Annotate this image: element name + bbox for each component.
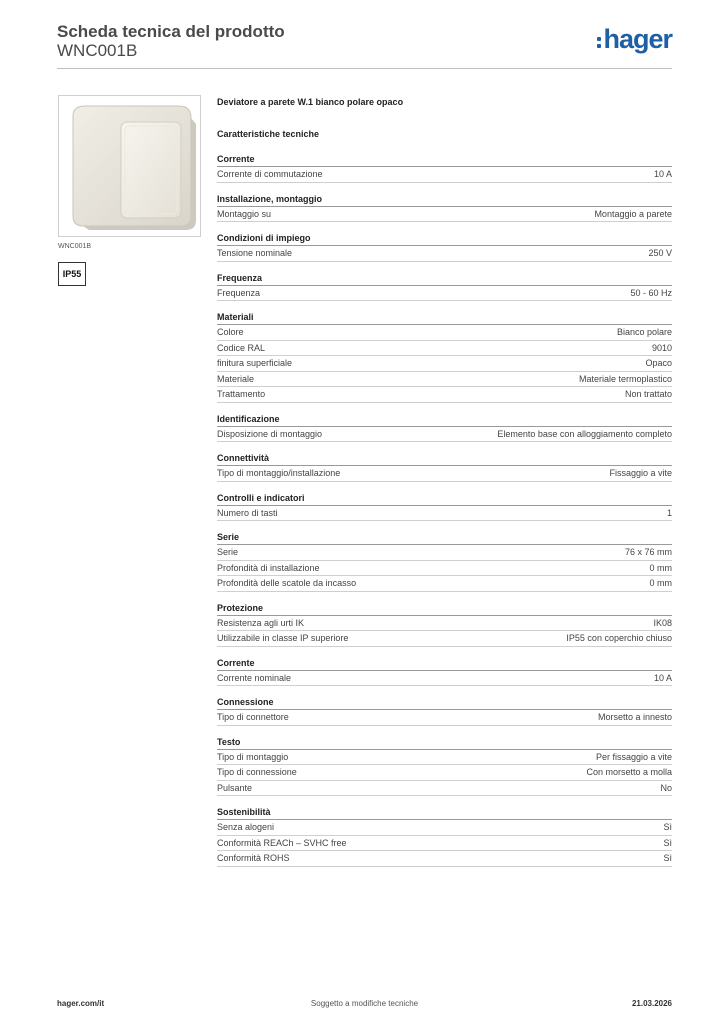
section-title: Controlli e indicatori <box>217 491 672 506</box>
spec-row <box>217 246 672 262</box>
spec-label: Corrente nominale <box>217 672 292 683</box>
spec-value: 250 V <box>648 248 672 258</box>
spec-section <box>217 310 672 403</box>
spec-value: Con morsetto a molla <box>586 767 672 777</box>
spec-row <box>217 466 672 482</box>
spec-sections <box>217 152 672 867</box>
spec-value: IK08 <box>653 617 672 628</box>
spec-value: Morsetto a innesto <box>597 712 672 722</box>
spec-section <box>217 192 672 223</box>
spec-section <box>217 805 672 867</box>
spec-row <box>217 561 672 577</box>
product-code: WNC001B <box>57 41 138 60</box>
spec-row <box>217 781 672 797</box>
spec-label: Codice RAL <box>217 342 266 353</box>
spec-row <box>217 750 672 766</box>
header-divider <box>57 68 672 69</box>
spec-section <box>217 152 672 183</box>
spec-row <box>217 506 672 522</box>
spec-label: Conformità REACh – SVHC free <box>217 837 347 848</box>
spec-section <box>217 695 672 726</box>
spec-row <box>217 372 672 388</box>
spec-value: Sì <box>663 822 672 832</box>
section-title: Corrente <box>217 656 672 671</box>
section-title: Installazione, montaggio <box>217 192 672 207</box>
spec-section <box>217 656 672 687</box>
spec-value: Bianco polare <box>616 327 672 337</box>
page-header <box>57 20 672 68</box>
spec-row <box>217 427 672 443</box>
spec-row <box>217 616 672 632</box>
spec-value: 1 <box>666 507 672 518</box>
spec-label: Disposizione di montaggio <box>217 428 323 439</box>
spec-label: finitura superficiale <box>217 358 293 368</box>
product-image <box>58 95 201 237</box>
spec-row <box>217 341 672 357</box>
spec-row <box>217 836 672 852</box>
section-title: Condizioni di impiego <box>217 231 672 246</box>
wall-switch-icon <box>59 96 200 236</box>
spec-value: Materiale termoplastico <box>578 373 672 384</box>
footer-notice: Soggetto a modifiche tecniche <box>310 999 419 1008</box>
spec-label: Resistenza agli urti IK <box>217 617 305 628</box>
spec-label: Profondità delle scatole da incasso <box>217 578 357 588</box>
spec-label: Numero di tasti <box>217 507 278 518</box>
spec-row <box>217 325 672 341</box>
spec-value: No <box>660 782 672 793</box>
spec-section <box>217 491 672 522</box>
spec-row <box>217 671 672 687</box>
spec-row <box>217 207 672 223</box>
spec-label: Utilizzabile in classe IP superiore <box>217 633 349 643</box>
spec-row <box>217 710 672 726</box>
spec-label: Tipo di connessione <box>217 767 297 777</box>
hager-logo <box>597 26 672 53</box>
footer-date: 21.03.2026 <box>631 999 672 1008</box>
product-description: Deviatore a parete W.1 bianco polare opaco <box>217 97 404 107</box>
footer-website: hager.com/it <box>57 999 105 1008</box>
section-title: Protezione <box>217 601 672 616</box>
spec-label: Profondità di installazione <box>217 562 320 573</box>
spec-row <box>217 820 672 836</box>
spec-label: Tensione nominale <box>217 248 293 258</box>
spec-label: Senza alogeni <box>217 822 275 832</box>
spec-row <box>217 167 672 183</box>
spec-row <box>217 545 672 561</box>
section-title: Materiali <box>217 310 672 325</box>
page-title: Scheda tecnica del prodotto <box>57 22 285 41</box>
spec-value: 9010 <box>651 342 672 353</box>
section-title: Corrente <box>217 152 672 167</box>
spec-section <box>217 530 672 592</box>
section-title: Connessione <box>217 695 672 710</box>
spec-value: Sì <box>663 837 672 848</box>
section-title: Serie <box>217 530 672 545</box>
spec-value: 76 x 76 mm <box>624 547 672 557</box>
section-title: Frequenza <box>217 271 672 286</box>
spec-label: Tipo di montaggio <box>217 751 289 762</box>
spec-label: Frequenza <box>217 287 261 298</box>
spec-value: 10 A <box>653 169 672 179</box>
spec-section <box>217 412 672 443</box>
spec-row <box>217 387 672 403</box>
spec-value: 10 A <box>653 672 672 683</box>
spec-label: Tipo di montaggio/installazione <box>217 468 341 478</box>
spec-label: Corrente di commutazione <box>217 169 323 179</box>
section-title: Testo <box>217 735 672 750</box>
logo-dots-icon <box>597 37 601 48</box>
specs-heading: Caratteristiche tecniche <box>217 129 320 139</box>
spec-section <box>217 601 672 647</box>
page-footer <box>57 999 672 1011</box>
spec-row <box>217 286 672 302</box>
spec-value: 50 - 60 Hz <box>630 287 672 298</box>
spec-row <box>217 576 672 592</box>
spec-label: Tipo di connettore <box>217 712 289 722</box>
spec-value: Non trattato <box>624 389 672 399</box>
spec-section <box>217 271 672 302</box>
spec-value: 0 mm <box>649 562 672 573</box>
spec-label: Montaggio su <box>217 208 272 219</box>
spec-label: Conformità ROHS <box>217 853 290 863</box>
logo-text: hager <box>603 24 672 54</box>
spec-label: Serie <box>217 547 239 557</box>
spec-section <box>217 231 672 262</box>
spec-value: 0 mm <box>649 578 672 588</box>
spec-label: Materiale <box>217 373 255 384</box>
spec-value: Sì <box>663 853 672 863</box>
spec-row <box>217 765 672 781</box>
spec-value: Opaco <box>645 358 672 368</box>
spec-row <box>217 631 672 647</box>
spec-value: Fissaggio a vite <box>609 468 672 478</box>
ip-rating-badge: IP55 <box>58 262 86 286</box>
section-title: Connettività <box>217 451 672 466</box>
section-title: Sostenibilità <box>217 805 672 820</box>
spec-label: Trattamento <box>217 389 266 399</box>
spec-value: Per fissaggio a vite <box>595 751 672 762</box>
spec-value: Montaggio a parete <box>594 208 672 219</box>
spec-label: Pulsante <box>217 782 253 793</box>
spec-value: Elemento base con alloggiamento completo <box>497 428 672 439</box>
spec-content <box>217 95 672 876</box>
spec-row <box>217 851 672 867</box>
spec-label: Colore <box>217 327 244 337</box>
spec-row <box>217 356 672 372</box>
spec-section <box>217 735 672 797</box>
spec-section <box>217 451 672 482</box>
spec-value: IP55 con coperchio chiuso <box>566 633 672 643</box>
image-caption: WNC001B <box>58 243 92 250</box>
section-title: Identificazione <box>217 412 672 427</box>
